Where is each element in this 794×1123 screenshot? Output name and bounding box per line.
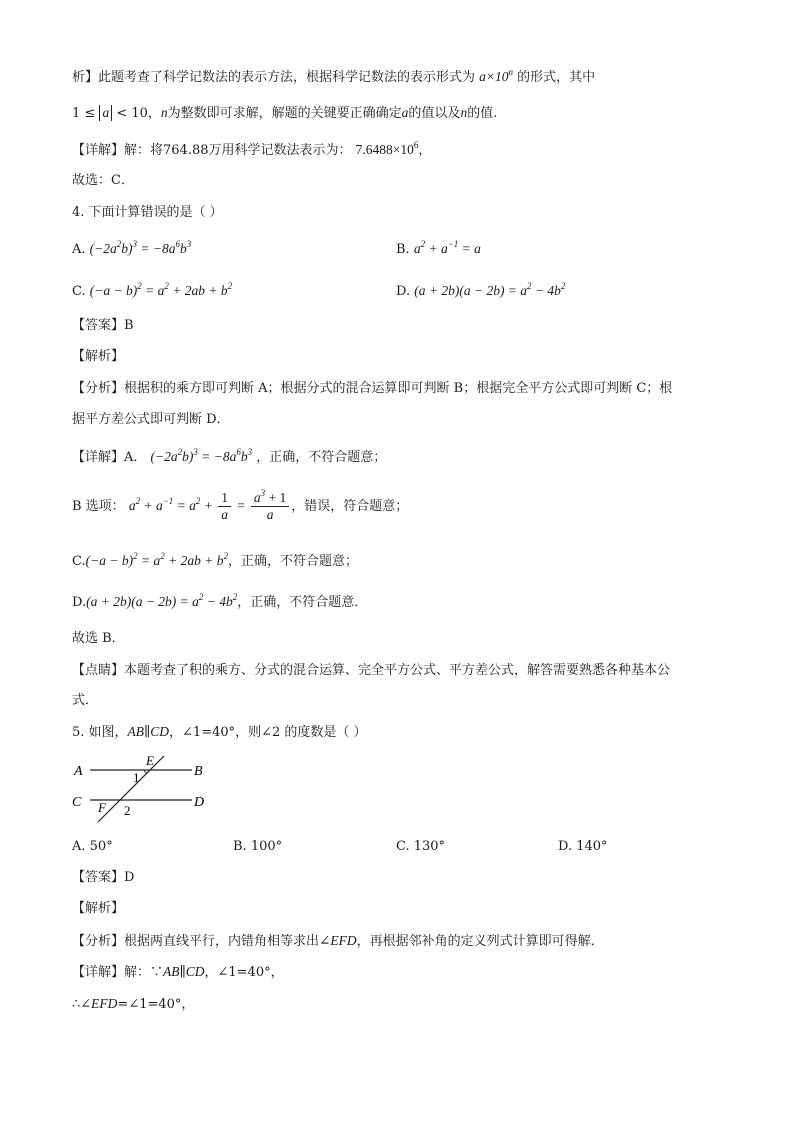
text-span: 【详解】A． [72, 450, 147, 465]
exponent: 3 [247, 447, 253, 457]
denominator: a [221, 507, 229, 522]
choose-line: 故选：C． [72, 173, 134, 188]
q4-option-d [396, 282, 565, 301]
math-sci-value [356, 142, 419, 157]
angle-label-1: 1 [133, 770, 140, 785]
exponent: 2 [116, 239, 122, 249]
text-span: ∴∠ [72, 997, 92, 1012]
detail-expr [86, 553, 228, 568]
text-span: D. [72, 595, 87, 610]
exponent: 3 [132, 239, 138, 249]
text-span: ， [418, 143, 432, 158]
transversal-line [98, 756, 164, 822]
exponent: 2 [177, 447, 183, 457]
math-term: b) [182, 449, 194, 464]
numerator [251, 490, 289, 507]
q5-option-a: A. 50° [72, 839, 113, 854]
q4-jiexi-heading: 【解析】 [72, 349, 125, 364]
text-span: ，正确，不符合题意． [237, 595, 368, 610]
fraction-one-over-a [218, 490, 231, 523]
text-span: 的形式，其中 [517, 70, 596, 85]
option-label: D. [396, 284, 411, 299]
q5-option-d: D. 140° [558, 839, 608, 854]
text-span: ，正确，不符合题意； [227, 554, 358, 569]
math-term: = −8a [197, 449, 237, 464]
q4-detail-c [72, 552, 358, 571]
option-expr [90, 283, 232, 298]
math-term: − 4b [203, 594, 233, 609]
text-span: 为整数即可求解，解题的关键要正确确定 [167, 106, 402, 121]
parallel-lines-figure [60, 752, 220, 827]
option-expr [414, 283, 565, 298]
option-expr [414, 241, 481, 256]
exponent: −1 [162, 496, 174, 506]
math-term: = a [141, 283, 165, 298]
q5-detail-line-1 [72, 963, 284, 982]
math-var-n: n [460, 105, 468, 120]
exponent: 2 [195, 496, 201, 506]
math-term: AB∥CD [127, 724, 170, 739]
math-term: + a [425, 241, 448, 256]
exponent: 2 [164, 281, 169, 291]
text-span: 析】此题考查了科学记数法的表示方法，根据科学记数法的表示形式为 [72, 70, 476, 85]
math-term: a×10 [479, 69, 509, 84]
detail-line [72, 141, 431, 160]
exponent: 2 [135, 496, 141, 506]
q5-analysis [72, 932, 604, 951]
fraction-a3-plus-1-over-a [251, 490, 289, 523]
exponent: n [508, 67, 514, 77]
math-term: 7.6488×10 [355, 142, 414, 157]
q4-analysis-line-2: 据平方差公式即可判断 D． [72, 412, 230, 427]
question-4-stem: 4. 下面计算错误的是（ ） [72, 205, 223, 220]
math-term: b [240, 449, 248, 464]
math-term: (−2a [150, 449, 178, 464]
numerator: 1 [218, 490, 231, 507]
angle-label-2: 2 [124, 803, 131, 818]
exponent: 2 [232, 592, 238, 602]
math-var-a: a [401, 105, 409, 120]
q4-option-b [396, 240, 481, 259]
detail-expr [86, 594, 237, 609]
math-term: = a [173, 498, 196, 513]
text-span: =∠1=40°， [117, 997, 195, 1012]
exponent: 2 [137, 281, 142, 291]
denominator: a [266, 507, 274, 522]
exponent: 3 [193, 447, 198, 457]
q5-jiexi-heading: 【解析】 [72, 901, 125, 916]
text-span: B 选项： [72, 499, 125, 514]
exponent: 2 [527, 281, 532, 291]
q4-answer: 【答案】B [72, 318, 134, 333]
math-term: (a + 2b)(a − 2b) = a [86, 594, 199, 609]
text-span: ，正确，不符合题意； [256, 450, 387, 465]
math-term: a [253, 490, 261, 505]
text-span: 的值以及 [408, 106, 461, 121]
text-span: ，错误，符合题意； [291, 499, 409, 514]
math-term: = [233, 498, 249, 513]
q4-analysis-line-1: 【分析】根据积的乘方即可判断 A；根据分式的混合运算即可判断 B；根据完全平方公式即可判断 C；根 [72, 381, 673, 396]
point-label-b: B [194, 764, 203, 779]
math-term: = −8a [137, 241, 176, 256]
math-term: a [413, 241, 421, 256]
math-term: ∠EFD [319, 933, 357, 948]
point-label-d: D [194, 795, 205, 810]
q4-detail-b [72, 488, 408, 525]
exponent: 2 [160, 551, 165, 561]
exponent: 2 [420, 239, 426, 249]
exponent: 2 [198, 592, 204, 602]
exponent: 3 [186, 239, 192, 249]
q4-detail-a [72, 448, 386, 467]
text-span: 【分析】根据两直线平行，内错角相等求出 [72, 934, 320, 949]
text-span: 【详解】解：将764.88万用科学记数法表示为： [72, 143, 352, 158]
point-label-e: E [146, 753, 154, 768]
q4-dianjing-line-1: 【点睛】本题考查了积的乘方、分式的混合运算、完全平方公式、平方差公式，解答需要熟悉各种基本公 [72, 663, 671, 678]
math-sci-form [479, 69, 513, 84]
q4-detail-d [72, 593, 367, 612]
math-term: + a [140, 498, 163, 513]
math-term: AB∥CD [163, 964, 205, 979]
math-term: (−2a [89, 241, 117, 256]
q5-option-c: C. 130° [396, 839, 446, 854]
math-term: = a [137, 553, 161, 568]
option-label: A. [72, 242, 86, 257]
math-term: b [180, 241, 187, 256]
exponent: 2 [227, 281, 233, 291]
math-term: b) [121, 241, 133, 256]
text-span: 的值. [467, 106, 498, 121]
exponent: 2 [560, 281, 566, 291]
analysis-text-line-2 [72, 104, 497, 123]
math-term: EFD [91, 996, 118, 1011]
option-expr [90, 241, 192, 256]
text-span: 1 ≤ [72, 106, 96, 121]
math-term: + [200, 498, 217, 513]
q4-option-a [72, 240, 191, 259]
math-term: a [128, 498, 136, 513]
q5-option-b: B. 100° [233, 839, 283, 854]
exponent: 6 [236, 447, 241, 457]
point-label-c: C [72, 795, 82, 810]
math-term: − 4b [531, 283, 561, 298]
math-term: = a [458, 241, 481, 256]
text-span: C. [72, 554, 86, 569]
math-term: (a + 2b)(a − 2b) = a [414, 283, 528, 298]
text-span: 【详解】解：∵ [72, 965, 164, 980]
analysis-text-line-1 [72, 68, 595, 87]
q4-dianjing-line-2: 式． [72, 693, 99, 708]
exponent: 2 [133, 551, 138, 561]
detail-expr [129, 498, 216, 513]
point-label-f: F [98, 800, 106, 815]
point-label-a: A [74, 764, 83, 779]
option-label: B. [396, 242, 410, 257]
option-label: C. [72, 284, 86, 299]
math-term: + 2ab + b [168, 283, 228, 298]
text-span: < 10， [116, 106, 161, 121]
q5-detail-line-2 [72, 995, 194, 1014]
q4-choose: 故选 B． [72, 631, 125, 646]
exponent: 6 [175, 239, 181, 249]
exponent: −1 [447, 239, 459, 249]
exponent: 2 [223, 551, 228, 561]
math-var-n: n [160, 105, 168, 120]
q4-option-c [72, 282, 232, 301]
math-term: (−a − b) [85, 553, 134, 568]
math-term: + 1 [265, 490, 287, 505]
text-span: ，再根据邻补角的定义列式计算即可得解． [356, 934, 604, 949]
exponent: 6 [413, 140, 419, 150]
abs-value-a: a [99, 105, 112, 121]
math-term: (−a − b) [89, 283, 138, 298]
q5-answer: 【答案】D [72, 870, 135, 885]
text-span: ，∠1=40°，则∠2 的度数是（ ） [169, 725, 367, 740]
math-term: + 2ab + b [164, 553, 224, 568]
question-5-stem [72, 723, 367, 742]
detail-expr [151, 449, 253, 464]
text-span: 5. 如图， [72, 725, 128, 740]
exponent: 3 [260, 488, 266, 498]
text-span: ，∠1=40°， [204, 965, 284, 980]
